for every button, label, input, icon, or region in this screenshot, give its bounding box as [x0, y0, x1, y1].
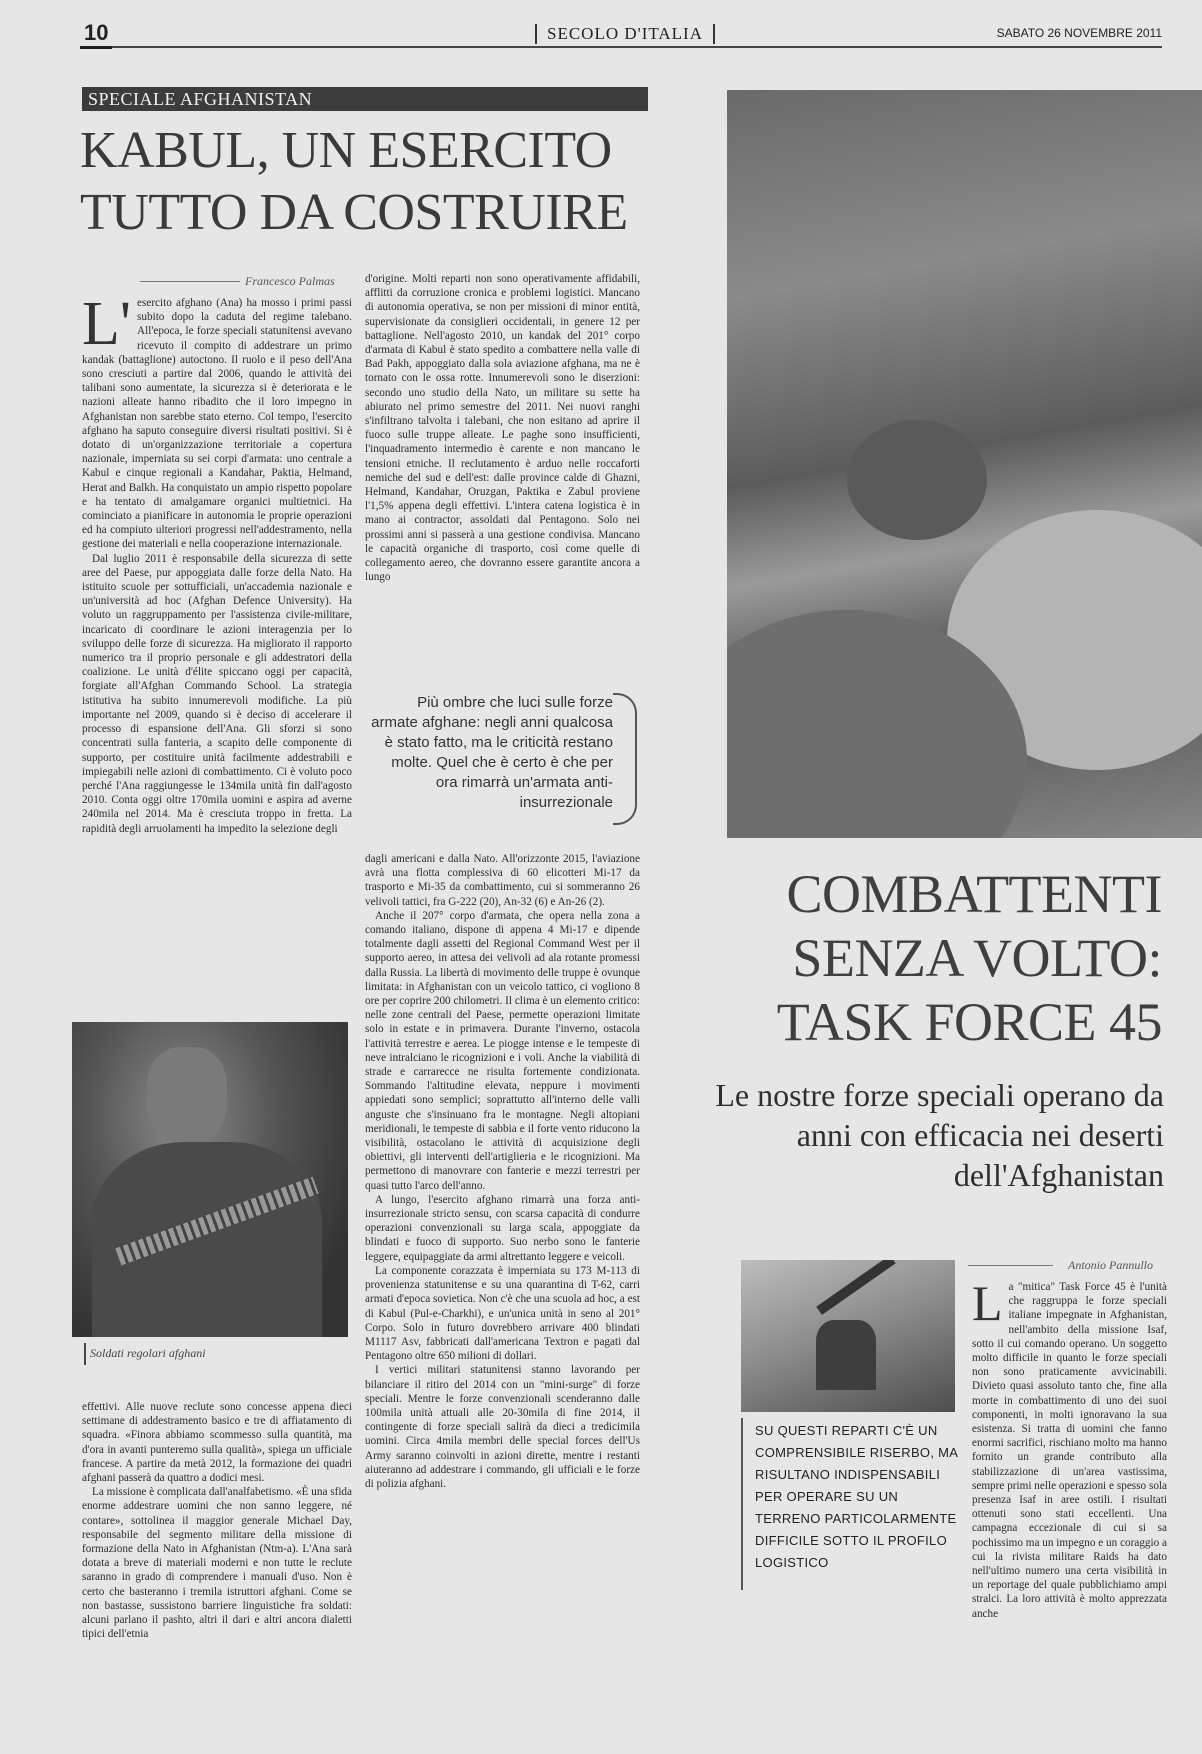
dropcap: L': [82, 296, 132, 358]
pull-quote: Più ombre che luci sulle forze armate afghane: negli anni qualcosa è stato fatto, ma le criticità restano molte. Quel che è certo è che per ora rimarrà un'armata anti-insurrezionale: [371, 694, 613, 811]
article2-headline: COMBATTENTI SENZA VOLTO: TASK FORCE 45: [776, 864, 1162, 1052]
article-byline: Francesco Palmas: [245, 274, 335, 288]
paragraph: Dal luglio 2011 è responsabile della sicurezza di sette aree del Paese, pur appoggiata dalle forze della Nato. Ha istituito scuole per sottufficiali, un'accademia nazionale e un'università ad hoc (Afghan Defence University). Ha voluto un raggruppamento per l'assistenza civile-militare, incaricato di coordinare le azioni interagenzia per lo sviluppo delle forze di sicurezza. Ha migliorato il rapporto numerico tra il proprio personale e gli addestratori della coalizione. Le unità d'élite spiccano oggi per capacità, forgiate all'Afghan Commando School. La strategia istitutiva ha subito innumerevoli modifiche. La più importante nel 2009, quando si è deciso di accelerare il processo di espansione dell'Ana. Gli sforzi si sono concentrati sulla fanteria, a scapito delle componente di supporto, per costituire unità facilmente addestrabili e impiegabili nelle azioni di combattimento. Ci è voluto poco perché l'Ana raggiungesse le 134mila unità fin dall'agosto 2010. Conta oggi oltre 170mila uomini e aspira ad averne 240mila nel 2014. Ma è cresciuta troppo in fretta. La rapidità degli arruolamenti ha impedito la selezione degli: [82, 552, 352, 835]
page-number: 10: [80, 20, 112, 49]
paragraph: Anche il 207° corpo d'armata, che opera nella zona a comando italiano, dispone di appena 4 Mi-17 e dipende totalmente dagli assetti del Regional Command West per il supporto aereo, in attesa dei velivoli ad ala rotante promessi dalla Russia. La libertà di movimento delle truppe è ovunque limitata: in Afghanistan con un veicolo tattico, ci vogliono 8 ore per coprire 200 chilometri. Il clima è un elemento critico: nelle zone centrali del Paese, permette operazioni limitate solo in estate e in primavera. Durante l'inverno, ostacola l'attività terrestre e aerea. Le piogge intense e le tempeste di neve intralciano le ricognizioni e i voli. Anche la viabilità di strade e carrarecce ne risulta fortemente condizionata. Sommando l'altitudine elevata, neppure i movimenti appiedati sono semplici; soprattutto all'interno delle valli anguste che s'insinuano fra le montagne. Negli altopiani meridionali, le tempeste di sabbia e il forte vento riducono la visibilità, ostacolano le attività di acquisizione degli obiettivi, gli interventi dell'artiglieria e le ricognizioni. Ma permettono di manovrare con fanterie e mezzi terrestri per quasi tutto l'arco dell'anno.: [365, 909, 640, 1192]
article-column-2b: [365, 852, 640, 1718]
issue-date: SABATO 26 NOVEMBRE 2011: [996, 26, 1162, 40]
article-column-2: [365, 272, 640, 667]
byline-rule: [140, 281, 240, 282]
article2-column: [972, 1280, 1167, 1738]
caption-rule: [84, 1343, 86, 1365]
section-label: SPECIALE AFGHANISTAN: [82, 87, 648, 111]
soldier-body: [92, 1142, 322, 1337]
newspaper-name: SECOLO D'ITALIA: [535, 24, 715, 44]
article2-subtitle: Le nostre forze speciali operano da anni con efficacia nei deserti dell'Afghanistan: [715, 1077, 1164, 1193]
gunner-photo: [741, 1260, 955, 1412]
article-column-1: [82, 296, 352, 1011]
paragraph: dagli americani e dalla Nato. All'orizzonte 2015, l'aviazione avrà una flotta complessiva di 60 elicotteri Mi-17 da trasporto e Mi-35 da combattimento, cui si sommeranno 26 velivoli tattici, fra G-222 (20), An-32 (6) e An-26 (2).: [365, 853, 640, 908]
sidebox-quote: SU QUESTI REPARTI C'È UN COMPRENSIBILE RISERBO, MA RISULTANO INDISPENSABILI PER OPERARE SU UN TERRENO PARTICOLARMENTE DIFFICILE SOTTO IL PROFILO LOGISTICO: [755, 1423, 958, 1570]
article-headline: KABUL, UN ESERCITO TUTTO DA COSTRUIRE: [80, 122, 628, 241]
paragraph: La componente corazzata è imperniata su 173 M-113 di provenienza statunitense e su una quarantina di T-62, carri armati d'epoca sovietica. Non c'è che una scuola ad hoc, a est di Kabul (Pul-e-Charkhi), e un'unica unità in seno al 201° Corpo. Solo in futuro dovrebbero arrivare 400 blindati M1117 Asv, fabbricati dall'americana Textron e pagati dal Pentagono oltre 650 milioni di dollari.: [365, 1264, 640, 1363]
soldier-photo: [72, 1022, 348, 1337]
article2-byline: Antonio Pannullo: [1068, 1258, 1153, 1272]
soldier-face: [147, 1047, 227, 1142]
pull-quote-brace: [613, 693, 637, 825]
paragraph: esercito afghano (Ana) ha mosso i primi passi subito dopo la caduta del regime talebano. All'epoca, le forze speciali statunitensi avevano ricevuto il compito di addestrare un primo kandak (battaglione) autoctono. Il ruolo e il peso dell'Ana sono cresciuti a partire dal 2006, quando le attività dei talibani sono aumentate, la sicurezza si è deteriorata e le nazioni alleate hanno ribadito che il loro impegno in Afghanistan non sarebbe stato eterno. Col tempo, l'esercito afghano ha saputo conseguire diversi risultati positivi. Si è dotato di un'organizzazione territoriale a copertura nazionale, imperniata su sei corpi d'armata: uno centrale a Kabul e cinque regionali a Kandahar, Paktia, Helmand, Herat and Balkh. Ha conquistato un ampio rispetto popolare e ha tentato di amalgamare organici multietnici. Ha cominciato a pianificare in autonomia le proprie operazioni ed ha compiuto ulteriori progressi nell'addestramento, nella gestione dei materiali e nella cooperazione internazionale.: [82, 297, 352, 551]
dropcap: L: [972, 1280, 1003, 1331]
photo-caption: Soldati regolari afghani: [90, 1346, 206, 1360]
paragraph: La missione è complicata dall'analfabetismo. «È una sfida enorme addestrare uomini che non sanno leggere, né contare», sottolinea il maggior generale Michael Day, responsabile del segmento militare della missione di formazione della Nato in Afghanistan (Ntm-a). L'Ana sarà dotata a breve di materiali moderni e non tutte le reclute saranno in grado di comprendere i manuali d'uso. Non è certo che basteranno i tremila istruttori afghani. Come se non bastasse, sussistono barriere linguistiche fra soldati: alcuni parlano il pashto, altri il dari e altri ancora dialetti tipici dell'etnia: [82, 1486, 352, 1641]
paragraph: d'origine. Molti reparti non sono operativamente affidabili, afflitti da corruzione cronica e problemi logistici. Mancano di autonomia operativa, se non per missioni di minor entità, supervisionate da consiglieri occidentali, in genere 12 per battaglione. Nell'agosto 2010, un kandak del 201° corpo d'armata di Kabul è stato spedito a combattere nella valle di Bad Pakh, appoggiato dalla sola aviazione afghana, ma ne è tornato con le ossa rotte. Innumerevoli sono le diserzioni: secondo uno studio della Nato, un militare su sette ha abiurato nel primo semestre del 2011. Nei nuovi ranghi s'infiltrano talvolta i talebani, che non esitano ad aprire il fuoco sulle truppe alleate. Le paghe sono insufficienti, l'inquadramento intermedio è carente e non mancano le tensioni etniche. Il reclutamento è arduo nelle roccaforti nemiche del sud e dell'est: dalle province calde di Ghazni, Helmand, Kandahar, Oruzgan, Paktika e Zabul proviene l'1,5% appena degli effettivi. L'intera catena logistica è in mano ai contractor, assoldati dal Pentagono. Solo nei prossimi anni si passerà a una gestione condivisa. Mancano le capacità organiche di trasporto, così come quelle di collegamento aereo, che dovranno essere garantite ancora a lungo: [365, 273, 640, 584]
rock-shape: [847, 420, 987, 540]
paragraph: effettivi. Alle nuove reclute sono concesse appena dieci settimane di addestramento basico e tre di affiatamento di squadra. «Finora abbiamo scommesso sulla quantità, ma d'ora in avanti punteremo sulla qualità», spiega un ufficiale francese. A partire da metà 2012, la formazione dei quadri afghani passerà da quattro a dodici mesi.: [82, 1401, 352, 1485]
desert-photo: [727, 90, 1202, 838]
paragraph: a "mitica" Task Force 45 è l'unità che raggruppa le forze speciali italiane impegnate in Afghanistan, nell'ambito della missione Isaf, sotto il cui comando operano. Un soggetto molto difficile in quanto le forze speciali non sono praticamente avvicinabili. Divieto quasi assoluto tanto che, fine alla morte in combattimento di uno dei suoi componenti, in molti ignoravano la sua esistenza. Si tratta di uomini che fanno enormi sacrifici, rischiano molto ma hanno fornito un grande contributo alla stabilizzazione di un'area vastissima, sempre primi nelle operazioni e spesso sola presenza Isaf in aree ostili. I risultati ottenuti sono stati eccellenti. Una campagna eccezionale di cui si sa pochissimo ma un impegno e un coraggio a cui la rivista militare Raids ha dato nell'ultimo numero una certa visibilità in un reportage del quale pubblichiamo ampi stralci. La loro attività è molto apprezzata anche: [972, 1281, 1167, 1620]
article-column-1b: [82, 1400, 352, 1718]
paragraph: A lungo, l'esercito afghano rimarrà una forza anti-insurrezionale stricto sensu, con scarsa capacità di condurre operazioni convenzionali su larga scala, appoggiate da blindati e fuoco di supporto. Suo nerbo sono le fanterie leggere, equipaggiate da armi altrettanto leggere e veicoli.: [365, 1193, 640, 1263]
sidebox-rule: [741, 1418, 743, 1590]
gunner-figure: [816, 1320, 876, 1390]
machine-gun: [816, 1260, 895, 1315]
paragraph: I vertici militari statunitensi stanno lavorando per bilanciare il ritiro del 2014 con un "mini-surge" di forze speciali. Mentre le forze convenzionali scenderanno dalle 100mila unità attuali alle 20-30mila di fine 2014, il contingente di forze speciali salirà da dieci a tredicimila uomini. Circa 4mila membri delle special forces dell'Us Army saranno coinvolti in azioni dirette, mentre i restanti aiuteranno ad addestrare i commando, gli ufficiali e le forze di polizia afghani.: [365, 1364, 640, 1490]
masthead: [80, 20, 1162, 48]
byline-rule: [968, 1265, 1053, 1266]
